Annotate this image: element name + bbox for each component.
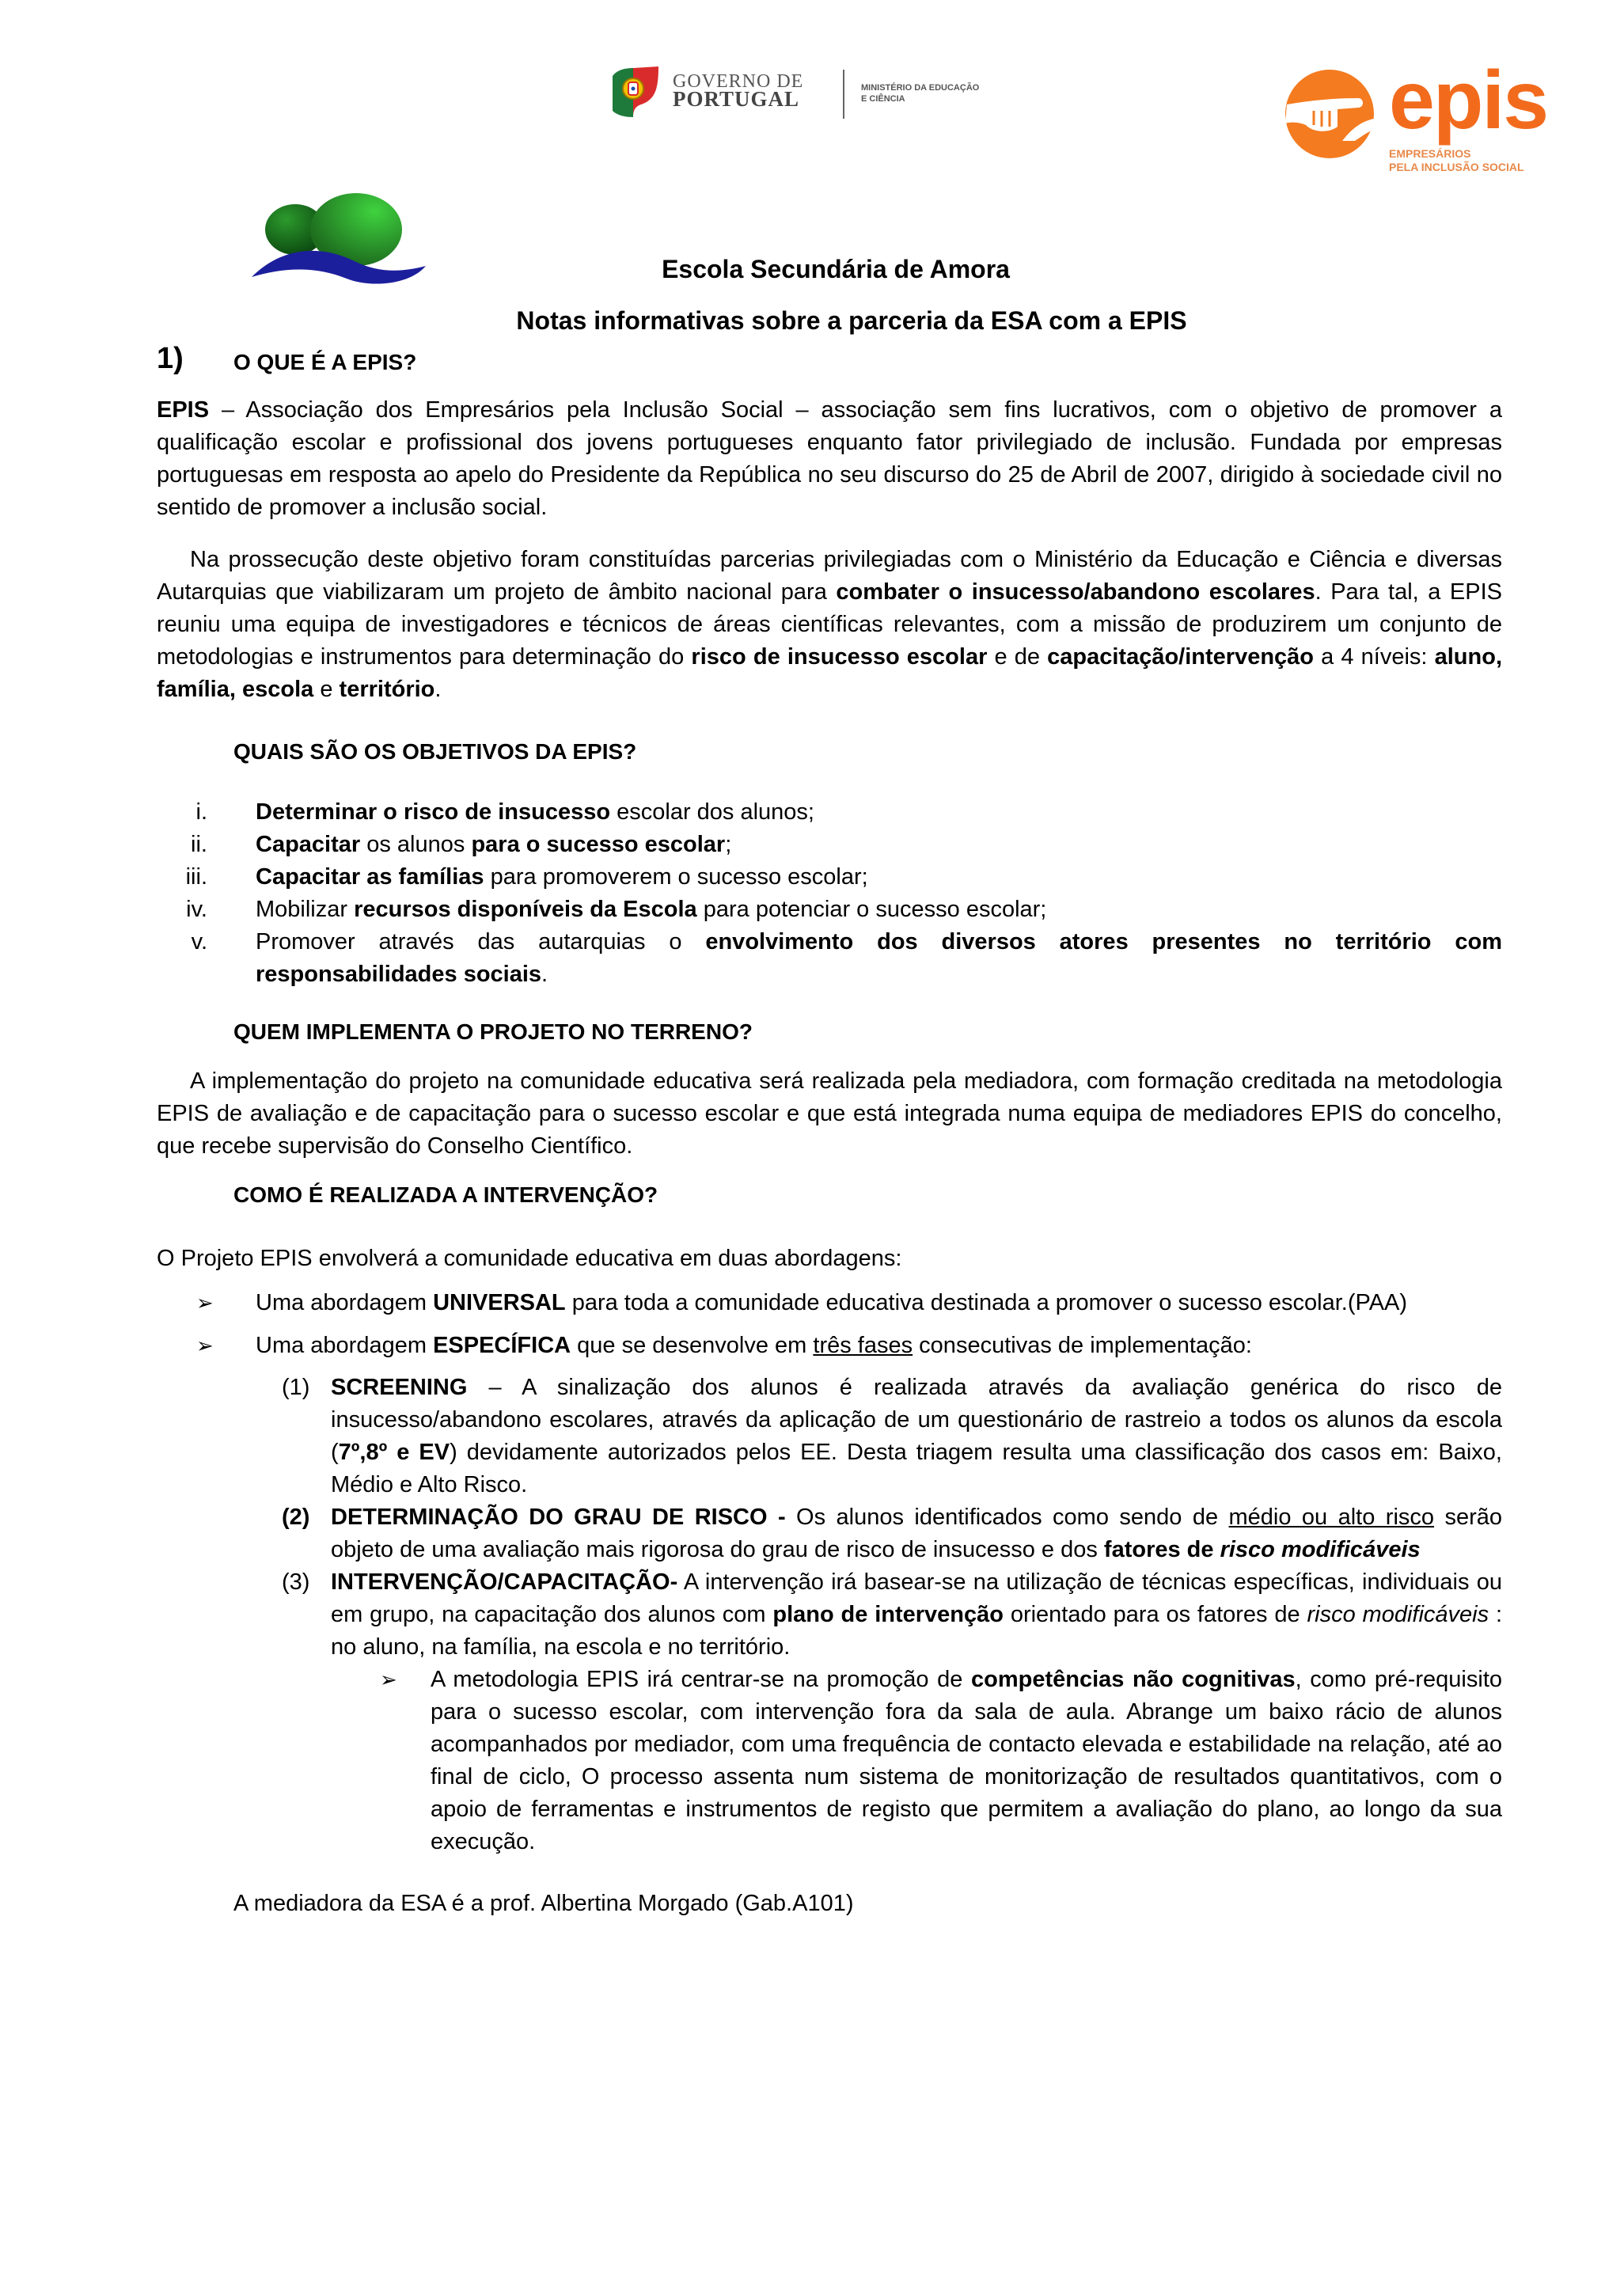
objective-text: para promoverem o sucesso escolar; [484,864,868,890]
para2-bold-2: risco de insucesso escolar [691,644,988,670]
phase-bold: SCREENING [331,1375,468,1400]
phase-text: – A sinalização dos alunos é realizada através da avaliação genérica do risco de insucesso/abandono escolares, através da aplicação de um questionário de rastreio a todos os alunos da escola ( [331,1375,1502,1465]
phase-text: Os alunos identificados como sendo de [785,1505,1229,1530]
objective-bold: Capacitar as famílias [256,864,484,890]
para2-text-3: e de [987,644,1048,670]
ministry-line2: E CIÊNCIA [861,94,905,104]
phase-underlined: médio ou alto risco [1228,1505,1435,1530]
document-subtitle: Notas informativas sobre a parceria da ESA com a EPIS [516,306,1187,335]
bullet-text: para toda a comunidade educativa destinada a promover o sucesso escolar.(PAA) [565,1290,1408,1315]
objectives-heading: QUAIS SÃO OS OBJETIVOS DA EPIS? [233,739,637,764]
epis-tagline [1389,147,1524,174]
partnership-paragraph [157,544,1502,706]
phase-bold: fatores de [1103,1537,1220,1562]
objective-number: v. [191,929,207,954]
objective-bold: para o sucesso escolar [471,832,726,857]
phase-bold: 7º,8º e EV [338,1440,450,1465]
para2-bold-4: aluno, família, escola [157,644,1502,702]
governo-de-portugal-wordmark [673,71,804,111]
phase-bold: INTERVENÇÃO/CAPACITAÇÃO- [331,1569,678,1595]
handshake-icon [1282,66,1377,161]
methodology-bold: competências não cognitivas [970,1667,1296,1692]
para2-text-6: . [434,677,442,702]
objective-bold: Determinar o risco de insucesso [256,799,611,825]
objective-number: iv. [186,897,207,922]
objective-bold: Capacitar [256,832,361,857]
governo-de-portugal-logo [609,65,1037,128]
objective-item [157,861,1502,894]
para2-text-4: a 4 níveis: [1314,644,1435,670]
epis-description-paragraph [157,394,1502,524]
implementer-heading: QUEM IMPLEMENTA O PROJETO NO TERRENO? [233,1019,753,1044]
intervention-heading: COMO É REALIZADA A INTERVENÇÃO? [233,1182,658,1207]
objective-item [157,894,1502,926]
epis-logo [1282,55,1583,182]
arrowhead-bullet-icon: ➢ [196,1291,214,1315]
school-name: Escola Secundária de Amora [662,255,1010,283]
phase-bold: DETERMINAÇÃO DO GRAU DE RISCO - [331,1505,786,1530]
para2-text-2: . Para tal, a EPIS reuniu uma equipa de investigadores e técnicos de áreas científicas relevantes, com a missão de produzirem um conjunto de metodologias e instrumentos para determinação do [157,579,1503,670]
arrowhead-bullet-icon: ➢ [196,1334,214,1357]
bullet-text: consecutivas de implementação: [913,1333,1252,1358]
bullet-text: Uma abordagem [256,1290,434,1315]
objective-item [157,796,1502,829]
section-number: 1) [157,342,184,375]
implementer-paragraph: A implementação do projeto na comunidade educativa será realizada pela mediadora, com formação creditada na metodologia EPIS de avaliação e de capacitação para o sucesso escolar e que está integrada numa equipa de mediadores EPIS do concelho, que recebe supervisão do Conselho Científico. [157,1068,1502,1159]
epis-tagline-line2: PELA INCLUSÃO SOCIAL [1389,161,1524,173]
objective-number: i. [195,799,207,825]
para2-text-5: e [313,677,340,702]
objective-text: Promover através das autarquias o [256,929,706,954]
phase-text: A intervenção irá basear-se na utilização de técnicas específicas, individuais ou em grupo, na capacitação dos alunos com [331,1569,1502,1627]
methodology-text: , como pré-requisito para o sucesso escolar, com intervenção fora da sala de aula. Abrange um baixo rácio de alunos acompanhados por mediador, com uma frequência de contacto elevada e estabilidade na relação, até ao final de ciclo, O processo assenta num sistema de monitorização de resultados quantitativos, com o apoio de ferramentas e instrumentos de registo que permitem a avaliação do plano, ao longo da sua execução. [431,1667,1503,1854]
phase-number: (1) [282,1375,310,1400]
epis-description-text: – Associação dos Empresários pela Inclusão Social – associação sem fins lucrativos, com o objetivo de promover a qualificação escolar e profissional dos jovens portugueses enquanto fator privilegiado de inclusão. Fundada por empresas portuguesas em resposta ao apelo do Presidente da República no seu discurso do 25 de Abril de 2007, dirigido à sociedade civil no sentido de promover a inclusão social. [157,397,1502,520]
phase-item-risk-determination [282,1501,1502,1566]
objective-text: escolar dos alunos; [610,799,814,825]
bullet-text: Uma abordagem [256,1333,434,1358]
bullet-bold: UNIVERSAL [433,1290,566,1315]
objective-bold: recursos disponíveis da Escola [354,897,697,922]
phase-bold-italic: risco modificáveis [1220,1537,1421,1562]
para2-text-1: Na prossecução deste objetivo foram constituídas parcerias privilegiadas com o Ministério da Educação e Ciência e diversas Autarquias que viabilizaram um projeto de âmbito nacional para [157,547,1502,605]
phase-number: (3) [282,1569,310,1595]
bullet-underlined: três fases [813,1333,913,1358]
phase-item-intervention [282,1566,1502,1664]
section-title: O QUE É A EPIS? [233,350,417,374]
phase-text: : no aluno, na família, na escola e no território. [331,1602,1502,1660]
objective-number: iii. [185,864,207,890]
para2-bold-3: capacitação/intervenção [1047,644,1315,670]
objective-item [157,829,1502,861]
epis-tagline-line1: EMPRESÁRIOS [1389,147,1471,160]
gov-line1: GOVERNO DE [673,71,804,92]
phase-text: serão objeto de uma avaliação mais rigorosa do grau de risco de insucesso e dos [331,1505,1502,1562]
portugal-flag-icon [609,65,662,120]
objective-text: Mobilizar [256,897,355,922]
objective-number: ii. [191,832,207,857]
phase-italic: risco modificáveis [1307,1602,1489,1627]
phase-text: ) devidamente autorizados pelos EE. Desta triagem resulta uma classificação dos casos em: Baixo, Médio e Alto Risco. [331,1440,1502,1497]
bullet-bold: ESPECÍFICA [433,1333,571,1358]
gov-line2: PORTUGAL [673,87,800,111]
ministry-label [861,82,979,104]
para2-bold-5: território [339,677,435,702]
phase-number: (2) [282,1505,310,1530]
mediator-note: A mediadora da ESA é a prof. Albertina Morgado (Gab.A101) [233,1891,854,1916]
objective-text: os alunos [360,832,472,857]
arrowhead-bullet-icon: ➢ [380,1668,397,1691]
objective-item [157,926,1502,991]
logo-divider [843,70,844,119]
intervention-intro: O Projeto EPIS envolverá a comunidade educativa em duas abordagens: [157,1246,902,1271]
ministry-line1: MINISTÉRIO DA EDUCAÇÃO [861,83,980,93]
phase-item-screening [282,1372,1502,1501]
objective-text: para potenciar o sucesso escolar; [696,897,1047,922]
epis-lead: EPIS [157,397,210,423]
epis-wordmark: epis [1389,55,1548,146]
methodology-text: A metodologia EPIS irá centrar-se na promoção de [431,1667,971,1692]
objective-text: . [541,962,548,987]
bullet-text: que se desenvolve em [571,1333,814,1358]
phase-text: orientado para os fatores de [1003,1602,1307,1627]
objective-bold: envolvimento dos diversos atores presentes no território com responsabilidades sociais [256,929,1502,987]
objective-text: ; [725,832,732,857]
phase-bold: plano de intervenção [772,1602,1004,1627]
para2-bold-1: combater o insucesso/abandono escolares [836,579,1315,605]
methodology-bullet [380,1664,1502,1858]
